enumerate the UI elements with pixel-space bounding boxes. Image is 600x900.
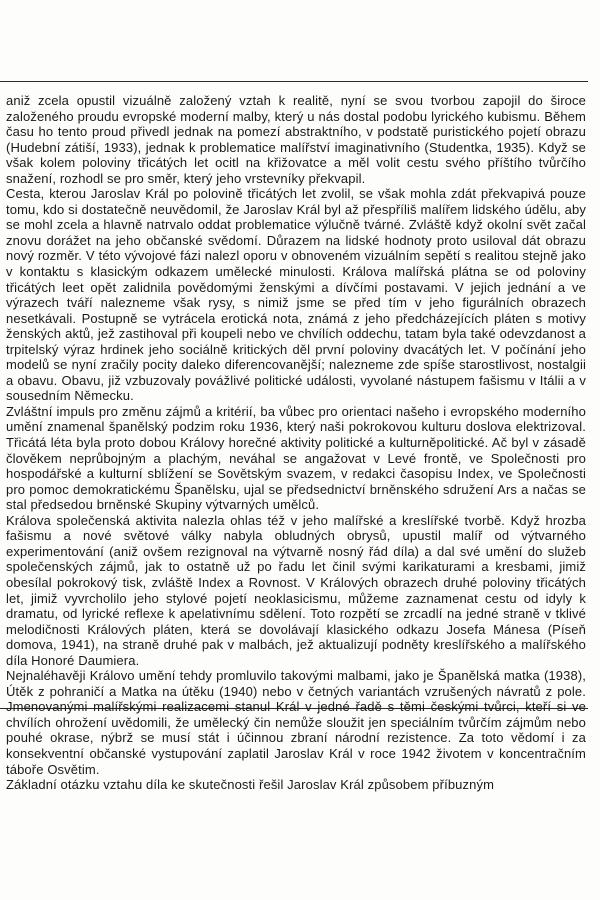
paragraph: Zvláštní impuls pro změnu zájmů a kritérií, ba vůbec pro orientaci našeho i evropského moderního umění znamenal španělský podzim roku 1936, který naši pokrokovou kulturu doslova elektrizoval. Třicátá léta byla proto dobou Královy horečné aktivity politické a kulturněpolitické. Ač byl v zásadě člověkem neprůbojným a plachým, neváhal se angažovat v Levé frontě, ve Společnosti pro hospodářské a kulturní sblížení se Sovětským svazem, v redakci časopisu Index, ve Společnosti pro pomoc demokratickému Španělsku, ujal se předsednictví brněnského sdružení Ars a načas se stal předsedou brněnské Skupiny výtvarných umělců. [6, 403, 586, 513]
paragraph: Nejnaléhavěji Královo umění tehdy promluvilo takovými malbami, jako je Španělská matka (1938), Útěk z pohraničí a Matka na útěku (1940) nebo v četných variantách vzrušených návratů z pole. Jmenovanými malířskými realizacemi stanul Král v jedné řadě s těmi českými tvůrci, kteří si ve chvílích ohrožení uvědomili, že umělecký čin nemůže sloužit jen speciálním tvůrčím zájmům nebo pouhé okrase, nýbrž se musí stát i účinnou zbraní národní rezistence. Za toto vědomí i za konsekventní občanské vystupování zaplatil Jaroslav Král v roce 1942 životem v koncentračním táboře Osvětim. [6, 668, 586, 777]
paragraph: Králova společenská aktivita nalezla ohlas též v jeho malířské a kreslířské tvorbě. Když hrozba fašismu a nové světové války nabyla obludných obrysů, upustil malíř od výtvarného experimentování (aniž ovšem rezignoval na výtvarně nosný řád díla) a dal své umění do služeb společenských zájmů, jak to ostatně už po řadu let činil svými karikaturami a kresbami, jimiž obesílal pokrokový tisk, zvláště Index a Rovnost. V Králových obrazech druhé poloviny třicátých let, jimiž vyvrcholilo jeho stylové pojetí neoklasicismu, můžeme zaznamenat cestu od idyly k dramatu, od lyrické reflexe k apelativnímu sdělení. Toto rozpětí se zrcadlí na jedné straně v tklivé melodičnosti Králových pláten, která se dovolávají klasického odkazu Josefa Mánesa (Píseň domova, 1941), na straně druhé pak v malbách, jež aktualizují podněty kreslířského a malířského díla Honoré Daumiera. [6, 512, 586, 668]
paragraph: Základní otázku vztahu díla ke skutečnosti řešil Jaroslav Král způsobem příbuzným [6, 777, 495, 793]
paragraph: aniž zcela opustil vizuálně založený vztah k realitě, nyní se svou tvorbou zapojil do široce založeného proudu evropské moderní malby, který u nás dostal podobu lyrického kubismu. Během času ho tento proud přivedl jednak na pomezí abstraktního, v podstatě puristického pojetí obrazu (Hudební zátiší, 1933), jednak k problematice malířství imaginativního (Studentka, 1935). Když se však kolem poloviny třicátých let ocitl na křižovatce a měl volit cestu svého příštího tvůrčího snažení, rozhodl se pro směr, který jeho vrstevníky překvapil. [6, 93, 586, 186]
page-text [6, 93, 586, 793]
top-rule [0, 81, 588, 82]
paragraph: Cesta, kterou Jaroslav Král po polovině třicátých let zvolil, se však mohla zdát překvapivá pouze tomu, kdo si dostatečně neuvědomil, že Jaroslav Král byl až přespříliš malířem lidského údělu, aby se mohl zcela a hlavně natrvalo oddat problematice výlučně tvárné. Zvláště když okolní svět začal znovu dorážet na jeho občanské svědomí. Důrazem na lidské hodnoty proto usiloval dát obrazu nový rozměr. V této vývojové fázi nalezl oporu v obnoveném vizuálním sepětí s realitou stejně jako v kontaktu s klasickým odkazem umělecké minulosti. Králova malířská plátna se od poloviny třicátých leet opět zalidnila povědomými ženskými a dívčími postavami. V jejich jednání a ve výrazech tváří nalezneme však rysy, s nimiž jsme se před tím v jeho figurálních obrazech nesetkávali. Postupně se vytrácela erotická nota, známá z jeho předcházejících pláten s motivy ženských aktů, jež zastihoval při koupeli nebo ve chvílích oddechu, tatam byla také odevzdanost a trpitelský výraz hrdinek jeho sociálně kritických děl první poloviny dvacátých let. V počínání jeho modelů se nyní zračily pocity daleko diferencovanější; nalezneme zde spíše starostlivost, nostalgii a obavu. Obavu, již vzbuzovaly povážlivé politické události, vyvolané nástupem fašismu v Itálii a v sousedním Německu. [6, 186, 586, 404]
